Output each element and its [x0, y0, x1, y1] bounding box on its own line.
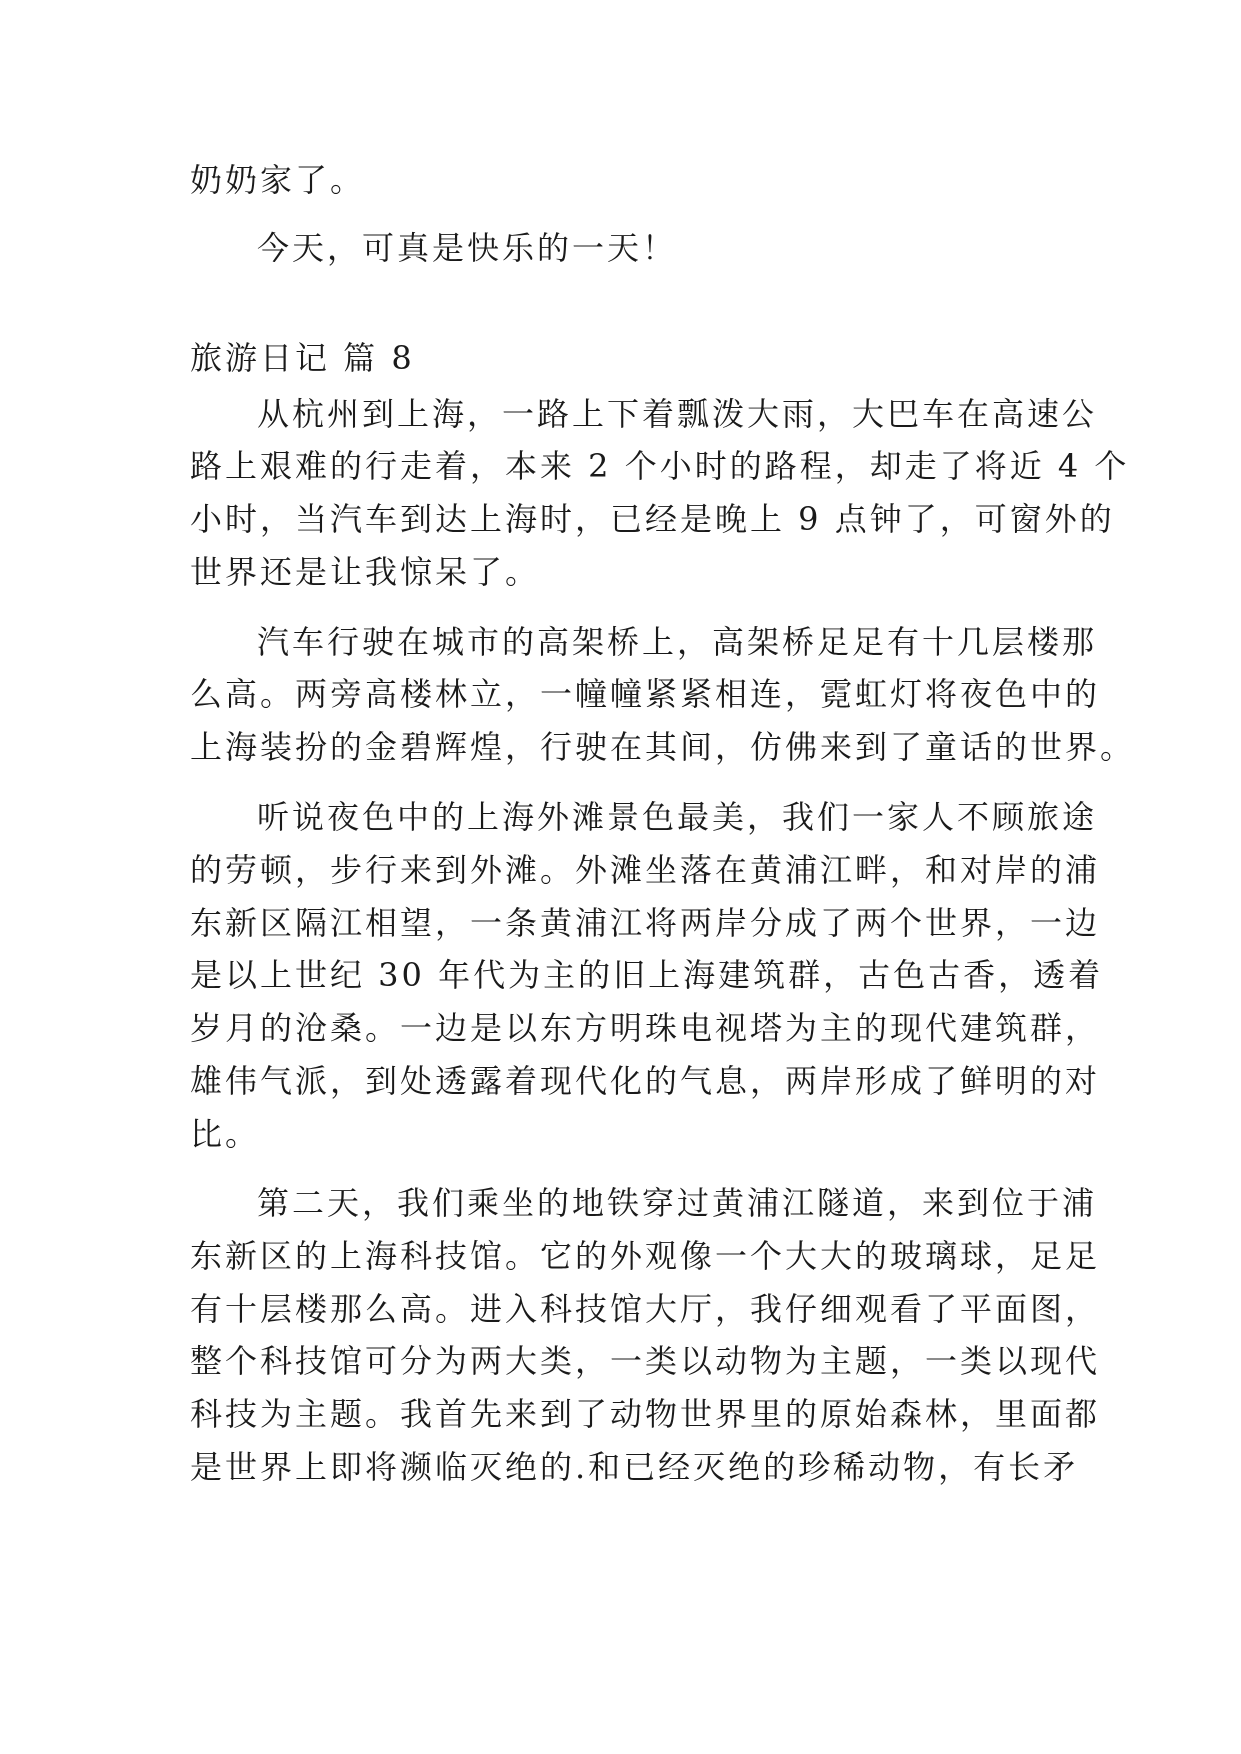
text-line: 第二天，我们乘坐的地铁穿过黄浦江隧道，来到位于浦	[257, 1184, 1098, 1222]
text-line: 比。	[190, 1115, 261, 1153]
text-line: 是世界上即将濒临灭绝的.和已经灭绝的珍稀动物，有长矛	[190, 1448, 1079, 1486]
text-line: 是以上世纪 30 年代为主的旧上海建筑群，古色古香，透着	[190, 956, 1104, 994]
text-line: 雄伟气派，到处透露着现代化的气息，两岸形成了鲜明的对	[190, 1062, 1101, 1100]
text-line: 整个科技馆可分为两大类，一类以动物为主题，一类以现代	[190, 1342, 1101, 1380]
text-line: 汽车行驶在城市的高架桥上，高架桥足足有十几层楼那	[257, 623, 1098, 661]
text-line: 从杭州到上海，一路上下着瓢泼大雨，大巴车在高速公	[257, 395, 1098, 433]
text-line: 的劳顿，步行来到外滩。外滩坐落在黄浦江畔，和对岸的浦	[190, 851, 1101, 889]
text-line: 世界还是让我惊呆了。	[190, 553, 541, 591]
text-line: 科技为主题。我首先来到了动物世界里的原始森林，里面都	[190, 1395, 1101, 1433]
text-line: 奶奶家了。	[190, 161, 366, 199]
text-line: 听说夜色中的上海外滩景色最美，我们一家人不顾旅途	[257, 798, 1098, 836]
text-line: 东新区隔江相望，一条黄浦江将两岸分成了两个世界，一边	[190, 904, 1101, 942]
text-line: 上海装扮的金碧辉煌，行驶在其间，仿佛来到了童话的世界。	[190, 728, 1136, 766]
text-line: 小时，当汽车到达上海时，已经是晚上 9 点钟了，可窗外的	[190, 500, 1115, 538]
text-line: 今天，可真是快乐的一天！	[257, 229, 678, 267]
text-line: 有十层楼那么高。进入科技馆大厅，我仔细观看了平面图，	[190, 1290, 1101, 1328]
text-line: 东新区的上海科技馆。它的外观像一个大大的玻璃球，足足	[190, 1237, 1101, 1275]
text-line: 么高。两旁高楼林立，一幢幢紧紧相连，霓虹灯将夜色中的	[190, 675, 1101, 713]
text-line: 路上艰难的行走着，本来 2 个小时的路程，却走了将近 4 个	[190, 447, 1130, 485]
text-line: 岁月的沧桑。一边是以东方明珠电视塔为主的现代建筑群，	[190, 1009, 1101, 1047]
section-title: 旅游日记 篇 8	[190, 339, 415, 377]
